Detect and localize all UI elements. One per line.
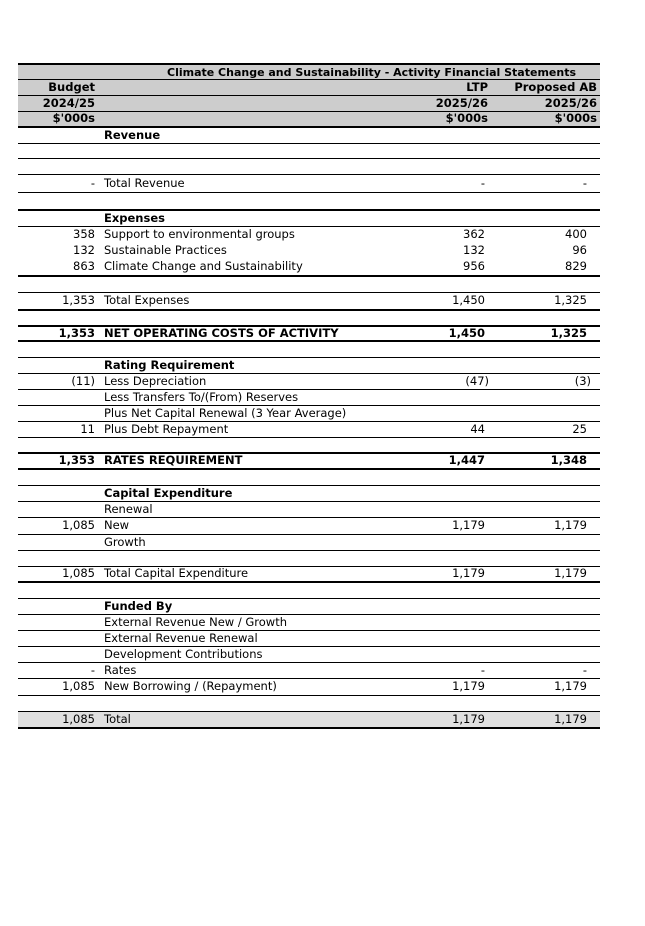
ltp-value: - <box>480 662 485 677</box>
section-label: Expenses <box>104 210 165 225</box>
ltp-value: 1,179 <box>452 679 485 694</box>
row-new <box>18 518 600 535</box>
row-sustainable-practices <box>18 243 600 259</box>
row-external-revenue-renewal <box>18 631 600 647</box>
ltp-value: 1,179 <box>452 518 485 533</box>
proposed-ab-value: - <box>582 175 587 190</box>
budget-value: - <box>90 662 95 677</box>
budget-value: 863 <box>73 259 95 274</box>
ltp-units: $'000s <box>445 111 488 126</box>
row-rating-requirement-section-header <box>18 357 600 374</box>
row-funding-total <box>18 711 600 729</box>
row-less-transfers <box>18 390 600 406</box>
row-spacer <box>18 311 600 325</box>
ltp-value: 956 <box>463 259 485 274</box>
item-label: Plus Net Capital Renewal (3 Year Average) <box>104 405 347 420</box>
row-net-operating-costs <box>18 325 600 342</box>
budget-value: - <box>90 175 95 190</box>
financial-statement-table <box>18 63 600 729</box>
table-title-row <box>18 63 600 80</box>
item-label: Plus Debt Repayment <box>104 421 229 436</box>
section-label: Revenue <box>104 127 161 142</box>
ltp-value: - <box>480 175 485 190</box>
section-label: Rating Requirement <box>104 357 235 372</box>
row-spacer <box>18 159 600 174</box>
proposed-ab-value: - <box>582 662 587 677</box>
table-title: Climate Change and Sustainability - Activity Financial Statements <box>167 65 576 79</box>
ltp-value: 1,447 <box>448 453 485 468</box>
budget-value: 1,353 <box>62 293 95 308</box>
row-plus-debt-repayment <box>18 422 600 438</box>
row-spacer <box>18 696 600 711</box>
row-growth <box>18 535 600 551</box>
ltp-value: 1,179 <box>452 566 485 581</box>
item-label: Rates <box>104 662 137 677</box>
budget-year: 2024/25 <box>42 95 95 110</box>
proposed-ab-value: 1,179 <box>554 566 587 581</box>
ltp-year: 2025/26 <box>435 95 488 110</box>
budget-value: 1,085 <box>62 566 95 581</box>
item-label: Total Expenses <box>104 293 190 308</box>
ltp-value: 1,450 <box>452 293 485 308</box>
budget-value: 1,085 <box>62 518 95 533</box>
row-funded-by-section-header <box>18 598 600 615</box>
row-plus-net-capital-renewal <box>18 406 600 422</box>
item-label: Growth <box>104 534 146 549</box>
proposed-ab-value: 25 <box>572 421 587 436</box>
ltp-value: 132 <box>463 243 485 258</box>
proposed-ab-value: (3) <box>574 373 591 388</box>
row-empty <box>18 144 600 159</box>
row-rates-requirement <box>18 452 600 470</box>
row-total-capital-expenditure <box>18 566 600 583</box>
row-support-groups <box>18 227 600 243</box>
item-label: NET OPERATING COSTS OF ACTIVITY <box>104 325 339 340</box>
year-header-row <box>18 96 600 112</box>
item-label: Renewal <box>104 501 153 516</box>
proposed-ab-units: $'000s <box>554 111 597 126</box>
ltp-column-header: LTP <box>466 79 488 94</box>
budget-value: 132 <box>73 243 95 258</box>
budget-value: 358 <box>73 227 95 242</box>
proposed-ab-value: 1,348 <box>550 453 587 468</box>
row-total-expenses <box>18 292 600 311</box>
item-label: New Borrowing / (Repayment) <box>104 679 277 694</box>
item-label: New <box>104 518 130 533</box>
item-label: Less Transfers To/(From) Reserves <box>104 389 299 404</box>
row-rates <box>18 663 600 679</box>
item-label: Total <box>104 711 131 726</box>
budget-value: (11) <box>71 373 95 388</box>
section-label: Capital Expenditure <box>104 485 233 500</box>
item-label: Sustainable Practices <box>104 243 227 258</box>
budget-value: 11 <box>80 421 95 436</box>
row-expenses-section-header <box>18 209 600 227</box>
proposed-ab-value: 1,179 <box>554 711 587 726</box>
ltp-value: 1,179 <box>452 711 485 726</box>
row-less-depreciation <box>18 374 600 390</box>
item-label: Total Revenue <box>104 175 185 190</box>
proposed-ab-value: 1,179 <box>554 679 587 694</box>
item-label: Total Capital Expenditure <box>104 566 249 581</box>
budget-value: 1,085 <box>62 711 95 726</box>
ltp-value: (47) <box>465 373 489 388</box>
row-new-borrowing <box>18 679 600 696</box>
row-spacer <box>18 583 600 598</box>
budget-value: 1,353 <box>58 325 95 340</box>
row-spacer <box>18 342 600 357</box>
row-capital-expenditure-section-header <box>18 485 600 502</box>
ltp-value: 362 <box>463 227 485 242</box>
item-label: Development Contributions <box>104 646 263 661</box>
item-label: Support to environmental groups <box>104 227 295 242</box>
proposed-ab-column-header: Proposed AB <box>514 79 597 94</box>
proposed-ab-value: 400 <box>565 227 587 242</box>
proposed-ab-value: 96 <box>572 243 587 258</box>
item-label: Less Depreciation <box>104 373 207 388</box>
proposed-ab-year: 2025/26 <box>544 95 597 110</box>
row-spacer <box>18 470 600 485</box>
budget-units: $'000s <box>52 111 95 126</box>
section-label: Funded By <box>104 598 173 613</box>
item-label: Climate Change and Sustainability <box>104 259 303 274</box>
column-header-row <box>18 80 600 96</box>
row-renewal <box>18 502 600 518</box>
row-spacer <box>18 551 600 566</box>
row-external-revenue-new-growth <box>18 615 600 631</box>
proposed-ab-value: 1,325 <box>554 293 587 308</box>
row-spacer <box>18 193 600 209</box>
row-climate-change <box>18 259 600 277</box>
row-spacer <box>18 438 600 452</box>
proposed-ab-value: 1,325 <box>550 325 587 340</box>
item-label: External Revenue New / Growth <box>104 614 288 629</box>
units-header-row <box>18 112 600 128</box>
ltp-value: 44 <box>470 421 485 436</box>
budget-value: 1,353 <box>58 453 95 468</box>
row-spacer <box>18 277 600 292</box>
item-label: RATES REQUIREMENT <box>104 453 243 468</box>
budget-column-header: Budget <box>48 79 95 94</box>
proposed-ab-value: 829 <box>565 259 587 274</box>
item-label: External Revenue Renewal <box>104 630 258 645</box>
ltp-value: 1,450 <box>448 325 485 340</box>
budget-value: 1,085 <box>62 679 95 694</box>
row-revenue-section-header <box>18 128 600 144</box>
proposed-ab-value: 1,179 <box>554 518 587 533</box>
row-total-revenue <box>18 174 600 193</box>
row-development-contributions <box>18 647 600 663</box>
